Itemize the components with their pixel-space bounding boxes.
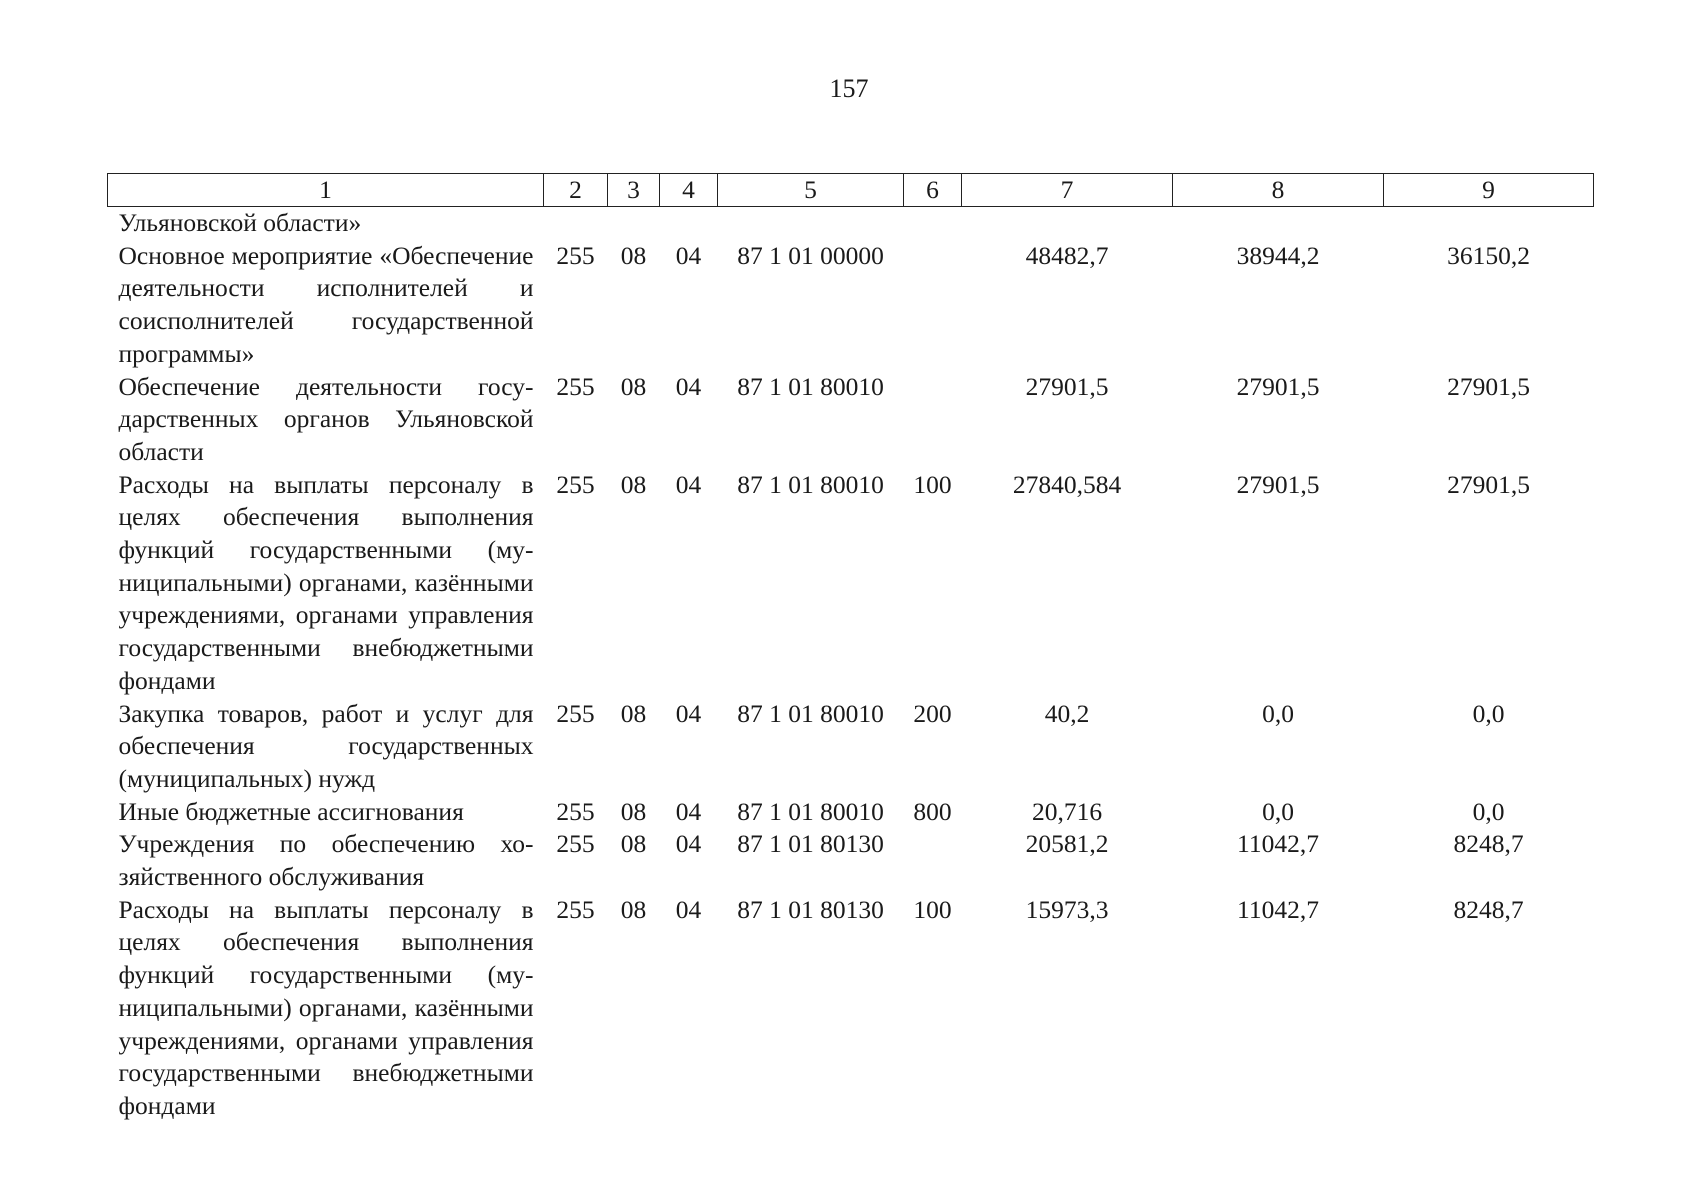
cell-section: 08 <box>620 371 647 401</box>
cell-amount-9: 8248,7 <box>1453 894 1524 924</box>
column-header-2: 2 <box>544 174 608 207</box>
cell-subsection: 04 <box>675 469 702 499</box>
cell-subsection: 04 <box>675 371 702 401</box>
cell-amount-9: 27901,5 <box>1447 371 1530 401</box>
cell-amount-8: 38944,2 <box>1236 240 1320 270</box>
cell-subsection: 04 <box>675 829 702 859</box>
cell-amount-7: 20581,2 <box>1025 829 1109 859</box>
cell-amount-9: 36150,2 <box>1447 240 1530 270</box>
cell-expense-type: 200 <box>913 698 952 728</box>
table-row <box>108 894 1594 1123</box>
cell-section <box>608 207 660 240</box>
row-name: Иные бюджетные ассигнования <box>118 796 464 826</box>
cell-section: 08 <box>620 240 647 270</box>
cell-amount-8: 27901,5 <box>1236 371 1320 401</box>
cell-target-article: 87 1 01 80010 <box>737 796 884 826</box>
row-name: Ульяновской области» <box>118 208 362 237</box>
cell-amount-7: 15973,3 <box>1025 894 1109 924</box>
cell-subsection: 04 <box>675 698 702 728</box>
column-header-1: 1 <box>108 174 544 207</box>
header-row <box>108 174 1594 207</box>
row-name: Расходы на выплаты персоналу в целях обеспечения выполнения функций государственными (муниципальными) органами, казёнными учреждениями, органами управления государственными внебюджетными фондами <box>118 469 534 695</box>
cell-target-article: 87 1 01 00000 <box>737 240 884 270</box>
cell-amount-7: 20,716 <box>1031 796 1103 826</box>
cell-amount-9: 8248,7 <box>1453 829 1524 859</box>
cell-amount-7 <box>962 207 1173 240</box>
column-header-7: 7 <box>962 174 1173 207</box>
cell-amount-8: 27901,5 <box>1236 469 1320 499</box>
column-header-4: 4 <box>660 174 718 207</box>
cell-section: 08 <box>620 829 647 859</box>
budget-table <box>107 173 1594 1123</box>
cell-amount-8: 11042,7 <box>1237 829 1319 859</box>
cell-amount-8: 11042,7 <box>1237 894 1319 924</box>
table-row <box>108 240 1594 371</box>
cell-expense-type <box>904 240 962 371</box>
cell-amount-7: 27901,5 <box>1025 371 1109 401</box>
page-number: 157 <box>829 74 869 103</box>
cell-section: 08 <box>620 698 647 728</box>
cell-target-article: 87 1 01 80010 <box>737 698 884 728</box>
cell-ministry: 255 <box>556 371 595 401</box>
cell-subsection: 04 <box>675 240 702 270</box>
cell-ministry: 255 <box>556 698 595 728</box>
cell-target-article: 87 1 01 80130 <box>737 894 884 924</box>
cell-expense-type <box>904 371 962 469</box>
table-row <box>108 371 1594 469</box>
cell-ministry: 255 <box>556 469 595 499</box>
cell-target-article <box>718 207 904 240</box>
cell-section: 08 <box>620 469 647 499</box>
table-body <box>108 207 1594 1123</box>
cell-amount-8 <box>1173 207 1384 240</box>
column-header-6: 6 <box>904 174 962 207</box>
cell-amount-8: 0,0 <box>1262 698 1294 728</box>
cell-expense-type: 100 <box>913 894 952 924</box>
cell-expense-type: 800 <box>913 796 952 826</box>
cell-section: 08 <box>620 894 647 924</box>
column-header-9: 9 <box>1384 174 1594 207</box>
cell-target-article: 87 1 01 80010 <box>737 371 884 401</box>
cell-amount-7: 48482,7 <box>1025 240 1109 270</box>
cell-ministry: 255 <box>556 240 595 270</box>
cell-expense-type <box>904 828 962 893</box>
cell-amount-9: 0,0 <box>1472 698 1505 728</box>
cell-amount-9 <box>1384 207 1594 240</box>
cell-subsection <box>660 207 718 240</box>
column-header-3: 3 <box>608 174 660 207</box>
cell-expense-type <box>904 207 962 240</box>
table-row <box>108 828 1594 893</box>
cell-amount-7: 40,2 <box>1044 698 1090 728</box>
table-row <box>108 698 1594 796</box>
cell-ministry <box>544 207 608 240</box>
row-name: Учреждения по обеспечению хозяйственного обслуживания <box>118 829 534 892</box>
cell-amount-7: 27840,584 <box>1012 469 1122 499</box>
cell-amount-8: 0,0 <box>1262 796 1294 826</box>
cell-target-article: 87 1 01 80010 <box>737 469 884 499</box>
cell-target-article: 87 1 01 80130 <box>737 829 884 859</box>
table-row <box>108 207 1594 240</box>
cell-ministry: 255 <box>556 894 595 924</box>
column-header-8: 8 <box>1173 174 1384 207</box>
cell-amount-9: 0,0 <box>1472 796 1505 826</box>
cell-ministry: 255 <box>556 796 595 826</box>
column-header-5: 5 <box>718 174 904 207</box>
table-row <box>108 469 1594 698</box>
cell-amount-9: 27901,5 <box>1447 469 1530 499</box>
table-row <box>108 796 1594 829</box>
cell-subsection: 04 <box>675 796 702 826</box>
cell-expense-type: 100 <box>913 469 952 499</box>
row-name: Основное мероприятие «Обеспечение деятельности исполнителей и соисполнителей государственной программы» <box>118 240 534 368</box>
row-name: Расходы на выплаты персоналу в целях обеспечения выполнения функций государственными (муниципальными) органами, казёнными учреждениями, органами управления государственными внебюджетными фондами <box>118 894 534 1120</box>
cell-ministry: 255 <box>556 829 595 859</box>
cell-section: 08 <box>620 796 647 826</box>
row-name: Закупка товаров, работ и услуг для обеспечения государственных (муниципальных) нужд <box>118 698 534 793</box>
cell-subsection: 04 <box>675 894 702 924</box>
row-name: Обеспечение деятельности государственных органов Ульяновской области <box>118 371 534 466</box>
